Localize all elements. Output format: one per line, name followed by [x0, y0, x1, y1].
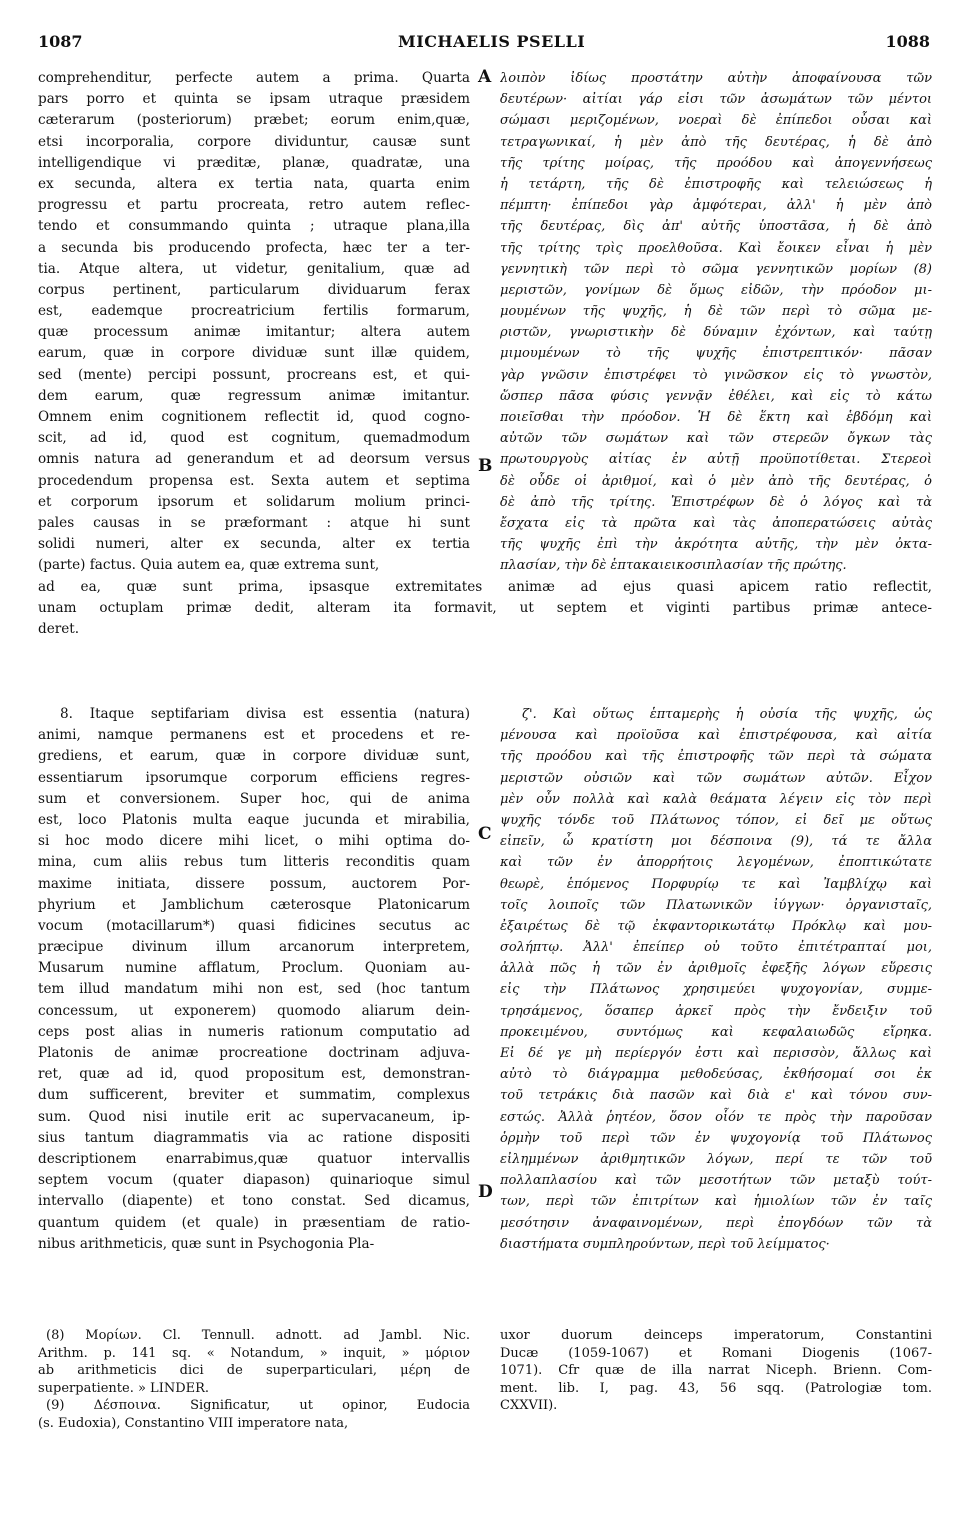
- footnote-line: Ducæ (1059-1067) et Romani Diogenis (1067-: [500, 1345, 932, 1361]
- latin-text-line: nibus arithmeticis, quæ sunt in Psychogonia Pla-: [38, 1235, 375, 1252]
- latin-text-line: tem illud mandatum mihi non est, sed (hoc tantum: [38, 981, 470, 998]
- latin-text-line: intelligendique vi præditæ, planæ, quadratæ, una: [38, 154, 470, 171]
- latin-text-line: solidi numeri, alter ex secunda, alter ex tertia: [38, 536, 470, 553]
- latin-text-line: et corporum ipsorum et solidarum molium princi-: [38, 493, 470, 510]
- margin-mark-b: B: [478, 456, 493, 476]
- latin-text-line: progressu et partu procreata, retro autem reflec-: [38, 197, 470, 214]
- footnote-line: (s. Eudoxia), Constantino VIII imperatore nata,: [38, 1415, 349, 1431]
- latin-text-line: phyrium et Jamblichum cæterosque Platonicarum: [38, 896, 470, 913]
- footnote-line: ment. lib. I, pag. 43, 56 sqq. (Patrologiæ tom.: [500, 1380, 932, 1396]
- latin-text-line: tendo et consummando quinta ; utraque plana,illa: [38, 218, 470, 235]
- footnote-line: ab arithmeticis dici de superparticulari, μέρη de: [38, 1363, 470, 1379]
- margin-mark-d: D: [478, 1182, 493, 1202]
- greek-column-top: [500, 68, 932, 577]
- greek-text-line: τοῖς λοιποῖς τῶν Πλατωνικῶν ἰύγγων· ὀργανισταῖς,: [500, 897, 932, 913]
- latin-text-line: grediens, et earum, quæ in corpore dividuæ sunt,: [38, 748, 470, 765]
- latin-text-line: Musarum numine afflatum, Proclum. Quoniam au-: [38, 960, 470, 977]
- latin-text-line: dum sufficerent, breviter et summatim, complexus: [38, 1087, 470, 1104]
- latin-text-line: omnis natura ad generandum et ad deorsum versus: [38, 451, 470, 468]
- greek-column-bottom: [500, 704, 932, 1255]
- greek-text-line: μεριστῶν, γονίμων δὲ ὅμως εἰδῶν, τὴν πρόοδον μι-: [500, 282, 932, 298]
- greek-text-line: μουμένων τῆς ψυχῆς, ἡ δὲ τῶν περὶ τὸ σῶμα με-: [500, 304, 932, 320]
- greek-text-line: δευτέρων· αἰτίαι γάρ εἰσι τῶν ἀσωμάτων τῶν μέντοι: [500, 92, 932, 108]
- latin-text-line: sed (mente) percipi possunt, procreans est, et qui-: [38, 366, 470, 383]
- latin-text-line: vocum (motacillarum*) quasi fidicines secutus ac: [38, 917, 470, 934]
- full-width-line: unam octuplam primæ dedit, alteram ita formavit, ut septem et viginti partibus primæ antece-: [38, 600, 932, 617]
- latin-text-line: sum et conversionem. Super hoc, qui de anima: [38, 790, 470, 807]
- latin-text-line: est, loco Platonis multa eaque jucunda et mirabilia,: [38, 811, 470, 828]
- latin-text-line: est, eademque procreatricium fertilis formarum,: [38, 303, 470, 320]
- greek-text-line: ριστῶν, γνωριστικὴν δὲ δύναμιν ἐχόντων, καὶ ταύτῃ: [500, 325, 932, 341]
- latin-text-line: essentiarum ipsorumque corporum efficiens regres-: [38, 769, 470, 786]
- latin-text-line: a secunda bis producendo profecta, hæc ter a ter-: [38, 239, 470, 256]
- margin-mark-a: A: [478, 67, 492, 87]
- latin-text-line: cæterarum (posteriorum) præbet; eorum enim,quæ,: [38, 112, 470, 129]
- greek-text-line: ζ'. Καὶ οὕτως ἑπταμερὴς ἡ οὐσία τῆς ψυχῆς, ὡς: [522, 707, 932, 722]
- latin-text-line: sius tantum diagrammatis via ac ratione dispositi: [38, 1129, 470, 1146]
- running-title: MICHAELIS PSELLI: [398, 32, 586, 51]
- page-number-right: 1088: [885, 32, 930, 51]
- greek-text-line: γεννητικὴ τῶν περὶ τὸ σῶμα γεννητικῶν μορίων (8): [500, 261, 932, 277]
- greek-text-line: εἰπεῖν, ὦ κρατίστη μοι δέσποινα (9), τά τε ἄλλα: [500, 834, 932, 850]
- greek-text-line: εστώς. Ἀλλὰ ῥητέον, ὅσον οἷόν τε πρὸς τὴν παροῦσαν: [500, 1109, 932, 1125]
- greek-text-line: τετραγωνικαί, ἡ μὲν ἀπὸ τῆς δευτέρας, ἡ δὲ ἀπὸ: [500, 134, 932, 150]
- latin-text-line: descriptionem enarrabimus,quæ quatuor intervallis: [38, 1150, 470, 1167]
- greek-text-line: τῆς δευτέρας, δὶς ἀπ' αὐτῆς ὑποστᾶσα, ἡ δὲ ἀπὸ: [500, 219, 932, 235]
- footnote-line: uxor duorum deinceps imperatorum, Constantini: [500, 1328, 932, 1343]
- greek-text-line: πρωτουργοὺς αἰτίας ἐν αὐτῇ προϋποτίθεται. Στερεοὶ: [500, 452, 932, 468]
- greek-text-line: τῆς τρίτης τρὶς προελθοῦσα. Καὶ ἔοικεν εἶναι ἡ μὲν: [500, 240, 932, 256]
- greek-text-line: λοιπὸν ἰδίως προστάτην αὐτὴν ἀποφαίνουσα τῶν: [500, 71, 932, 86]
- latin-text-line: quantum quidem (et quale) in præsentiam de ratio-: [38, 1214, 470, 1231]
- latin-text-line: scit, ad id, quod est cognitum, quemadmodum: [38, 430, 470, 447]
- latin-text-line: corpus pertinent, particularum dividuarum ferax: [38, 281, 470, 298]
- greek-text-line: πολλαπλασίου καὶ τῶν μεσοτήτων τῶν μεταξὺ τούτ-: [500, 1173, 932, 1189]
- greek-text-line: ὥσπερ πᾶσα φύσις γεννᾷν ἐθέλει, καὶ εἰς τὸ κάτω: [500, 388, 932, 404]
- running-header: [0, 32, 970, 58]
- greek-text-line: ἔσχατα εἰς τὰ πρῶτα καὶ τὰς ἀποπερατώσεις αὐτὰς: [500, 515, 932, 531]
- latin-text-line: præcipue divinum illum arcanorum interpretem,: [38, 939, 470, 956]
- greek-text-line: τοῦ τετράκις διὰ πασῶν καὶ διὰ ε' καὶ τόνου συν-: [500, 1088, 932, 1104]
- footnotes-left: [38, 1327, 470, 1433]
- latin-text-line: si hoc modo dicere mihi licet, o mihi optima do-: [38, 833, 470, 850]
- latin-text-line: septem vocum (quater diapason) quinarioque simul: [38, 1172, 470, 1189]
- margin-mark-c: C: [478, 824, 492, 844]
- latin-text-line: animi, namque permanens est et procedens et re-: [38, 727, 470, 744]
- latin-text-line: maxime initiata, dissere possum, auctorem Por-: [38, 875, 470, 892]
- latin-text-line: concessum, ut exponerem) quomodo aliarum dein-: [38, 1002, 470, 1019]
- greek-text-line: ἐξαιρέτως δὲ τῷ ἐκφαντορικωτάτῳ Πρόκλῳ καὶ μου-: [500, 918, 932, 934]
- latin-text-line: pars porro et quinta se ipsam utraque præsidem: [38, 91, 470, 108]
- latin-text-line: dem earum, quæ regressum animæ imitantur.: [38, 387, 470, 404]
- greek-text-line: μεριστῶν οὐσιῶν καὶ τῶν σωμάτων αὐτῶν. Εἶχον: [500, 770, 932, 786]
- latin-text-line: (parte) factus. Quia autem ea, quæ extrema sunt,: [38, 557, 380, 574]
- greek-text-line: τρησάμενος, ὅσαπερ ἀρκεῖ πρὸς τὴν ἔνδειξιν τοῦ: [500, 1003, 932, 1019]
- footnote-line: (9) Δέσποινα. Significatur, ut opinor, Eudocia: [46, 1398, 470, 1414]
- latin-text-line: Platonis de animæ procreatione doctrinam adjuva-: [38, 1045, 470, 1061]
- greek-text-line: δὲ ἀπὸ τῆς τρίτης. Ἐπιστρέφων δὲ ὁ λόγος καὶ τὰ: [500, 494, 932, 510]
- latin-text-line: Omnem enim cognitionem reflectit id, quod cogno-: [38, 409, 470, 425]
- footnotes-right: [500, 1327, 932, 1415]
- footnote-line: CXXVII).: [500, 1398, 558, 1414]
- footnote-line: 1071). Cfr quæ de illa narrat Niceph. Brienn. Com-: [500, 1363, 932, 1379]
- latin-column-bottom: [38, 704, 470, 1255]
- latin-text-line: mina, cum aliis rebus tum litteris reconditis quam: [38, 854, 470, 871]
- latin-text-line: comprehenditur, perfecte autem a prima. Quarta: [38, 70, 470, 86]
- greek-text-line: αὐτῶν τῶν σωμάτων καὶ τῶν στερεῶν ὄγκων τὰς: [500, 431, 932, 447]
- greek-text-line: ἀλλὰ πῶς ἡ τῶν ἐν ἀριθμοῖς ἐφεξῆς λόγων εὕρεσις: [500, 961, 932, 977]
- greek-text-line: ἡ τετάρτη, τῆς δὲ ἐπιστροφῆς καὶ τελειώσεως ἡ: [500, 176, 932, 192]
- greek-text-line: σώμασι μεριζομένων, νοεραὶ δὲ ἐπίπεδοι οὖσαι καὶ: [500, 113, 932, 129]
- latin-text-line: tia. Atque altera, ut videtur, genitalium, quæ ad: [38, 260, 470, 277]
- greek-text-line: Εἰ δέ γε μὴ περίεργόν ἐστι καὶ περισσὸν, ἄλλως καὶ: [500, 1046, 932, 1061]
- greek-text-line: μὲν οὖν πολλὰ καὶ καλὰ θεάματα λέγειν εἰς τὸν περὶ: [500, 791, 932, 807]
- page-number-left: 1087: [38, 32, 83, 51]
- latin-text-line: sum. Quod nisi inutile erit ac supervacaneum, ip-: [38, 1108, 470, 1125]
- latin-text-line: ceps post alias in numeris rationum computatio ad: [38, 1023, 470, 1040]
- greek-text-line: εἰς τὴν Πλάτωνος χρησιμεύει ψυχογονίαν, συμμε-: [500, 982, 932, 998]
- full-width-text: [38, 577, 932, 641]
- latin-text-line: 8. Itaque septifariam divisa est essentia (natura): [60, 706, 470, 722]
- latin-text-line: intervallo (diapente) et tono constat. Sed dicamus,: [38, 1193, 470, 1210]
- greek-text-line: τῆς ψυχῆς ἐπὶ τὴν ἀκρότητα αὐτῆς, τὴν μὲν ὀκτα-: [500, 537, 932, 553]
- greek-text-line: εἰλημμένων ἀριθμητικῶν λόγων, περί τε τῶν τοῦ: [500, 1151, 932, 1167]
- latin-text-line: ret, quæ ad id, quod propositum est, demonstran-: [38, 1066, 470, 1083]
- latin-text-line: etsi incorporalia, corpore dividuntur, causæ sunt: [38, 133, 470, 150]
- latin-column-top: [38, 68, 470, 577]
- greek-text-line: θεωρὲ, ἑπόμενος Πορφυρίῳ τε καὶ Ἰαμβλίχῳ καὶ: [500, 876, 932, 892]
- latin-text-line: ex secunda, altera ex tertia nata, quarta enim: [38, 175, 470, 192]
- full-width-line: ad ea, quæ sunt prima, ipsasque extremitates animæ ad ejus quasi apicem ratio reflectit,: [38, 579, 932, 595]
- footnote-line: Arithm. p. 141 sq. « Notandum, » inquit, » μόριον: [38, 1345, 470, 1361]
- greek-text-line: πλασίαν, τὴν δὲ ἑπτακαιεικοσιπλασίαν τῆς πρώτης.: [500, 558, 847, 574]
- latin-text-line: procedendum propensa est. Sexta autem et septima: [38, 472, 470, 489]
- greek-text-line: γὰρ γνῶσιν ἐπιστρέφει τὸ γινῶσκον εἰς τὸ γνωστὸν,: [500, 367, 932, 383]
- greek-text-line: ὁρμὴν τοῦ περὶ τῶν ἐν ψυχογονίᾳ τοῦ Πλάτωνος: [500, 1130, 932, 1146]
- greek-text-line: διαστήματα συμπληρούντων, περὶ τοῦ λείμματος·: [500, 1236, 830, 1252]
- latin-text-line: earum, quæ in corpore dividuæ sunt illæ quidem,: [38, 345, 470, 362]
- footnote-line: superpatiente. » LINDER.: [38, 1380, 210, 1396]
- greek-text-line: τῆς προόδου καὶ τῆς ἐπιστροφῆς τῶν περὶ τὰ σώματα: [500, 749, 932, 765]
- greek-text-line: προκειμένου, συντόμως καὶ κεφαλαιωδῶς εἴρηκα.: [500, 1024, 932, 1040]
- greek-text-line: πέμπτη· ἐπίπεδοι γὰρ ἀμφότεραι, ἀλλ' ἡ μὲν ἀπὸ: [500, 198, 932, 214]
- greek-text-line: των, περὶ τῶν ἐπιτρίτων καὶ ἡμιολίων τῶν ἐν ταῖς: [500, 1194, 932, 1210]
- greek-text-line: σολήπτῳ. Ἀλλ' ἐπείπερ οὐ τοῦτο ἐπιτέτραπταί μοι,: [500, 940, 932, 956]
- greek-text-line: μιμουμένων τὸ τῆς ψυχῆς ἐπιστρεπτικόν· πᾶσαν: [500, 346, 932, 362]
- greek-text-line: καὶ τῶν ἐν ἀπορρήτοις λεγομένων, ἐποπτικώτατε: [500, 855, 932, 871]
- latin-text-line: pales causas in se præformant : atque hi sunt: [38, 514, 470, 531]
- footnote-line: (8) Μορίων. Cl. Tennull. adnott. ad Jambl. Nic.: [46, 1328, 470, 1343]
- greek-text-line: μεσότησιν ἀναφαινομένων, περὶ ἐπογδόων τῶν τὰ: [500, 1215, 932, 1231]
- full-width-line: deret.: [38, 621, 80, 638]
- latin-text-line: quæ processum animæ imitantur; altera autem: [38, 324, 470, 341]
- greek-text-line: τῆς τρίτης μοίρας, τῆς προόδου καὶ ἀπογεννήσεως: [500, 155, 932, 171]
- greek-text-line: αὐτὸ τὸ διάγραμμα μεθοδεύσας, ἐκθήσομαί σοι ἐκ: [500, 1067, 932, 1083]
- greek-text-line: ψυχῆς τόνδε τοῦ Πλάτωνος τόπον, εἰ δεῖ με οὕτως: [500, 812, 932, 828]
- greek-text-line: δὲ οὗδε οἱ ἀριθμοί, καὶ ὁ μὲν ἀπὸ τῆς δευτέρας, ὁ: [500, 473, 932, 489]
- greek-text-line: μένουσα καὶ προϊοῦσα καὶ ἐπιστρέφουσα, καὶ αἰτία: [500, 728, 932, 744]
- greek-text-line: ποιεῖσθαι τὴν πρόοδον. Ἡ δὲ ἕκτη καὶ ἑβδόμη καὶ: [500, 410, 932, 425]
